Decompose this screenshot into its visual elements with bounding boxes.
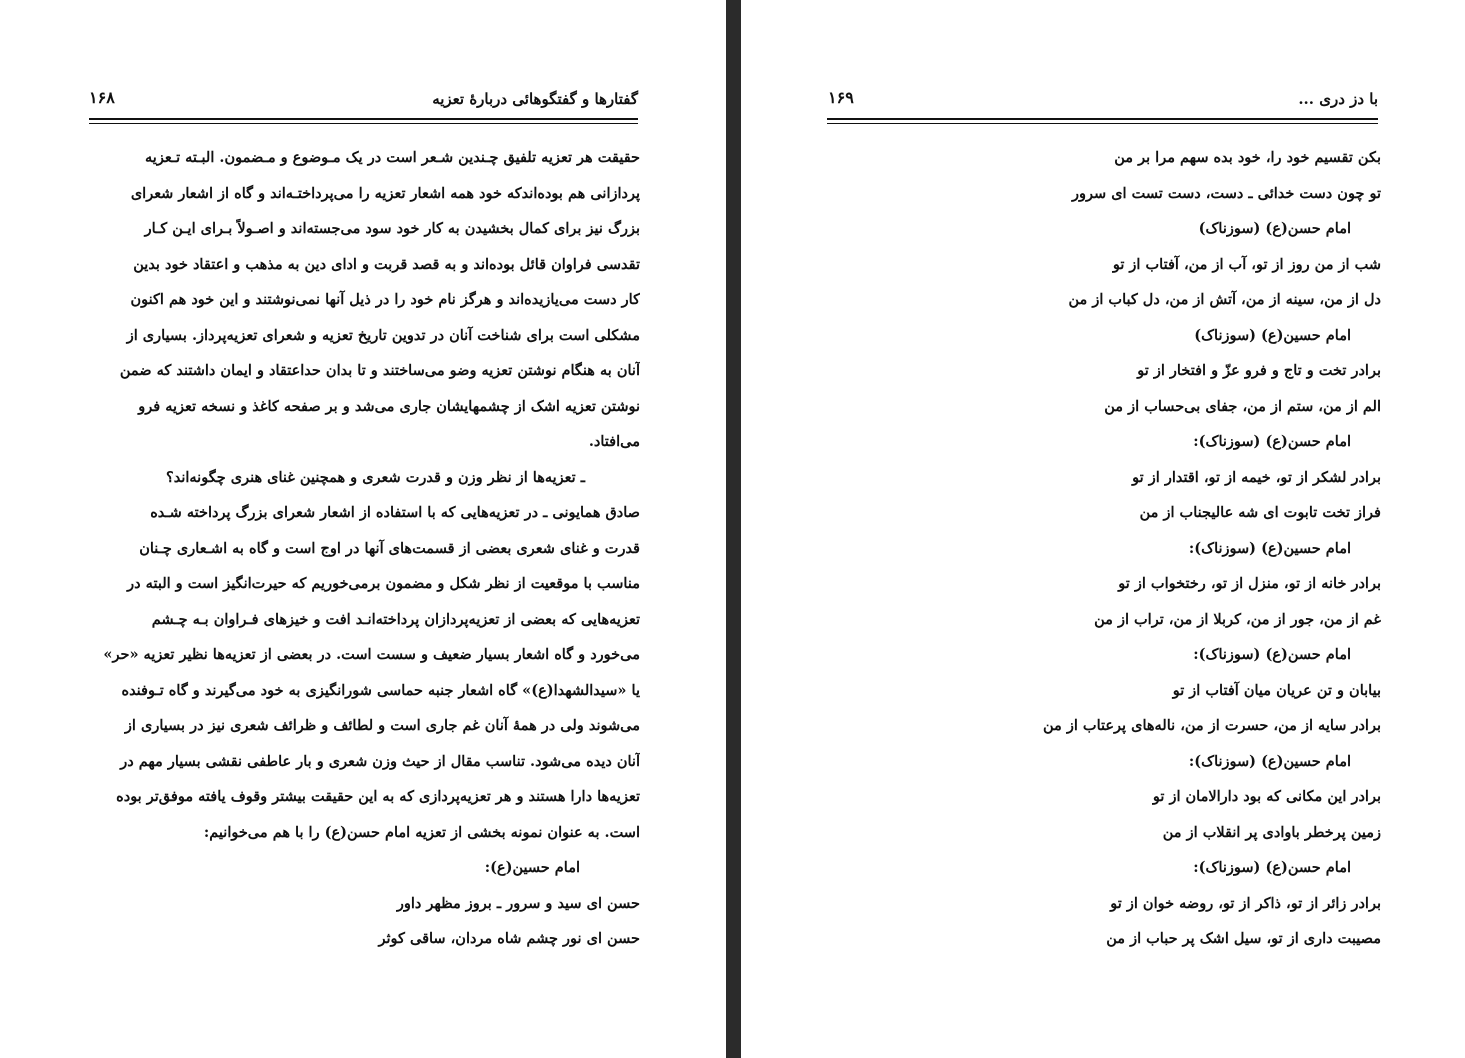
verse-line: تو چون دست خدائی ـ دست، دست تست ای سرور <box>1072 184 1381 202</box>
right-page-header <box>828 86 1378 116</box>
verse-line: الم از من، ستم از من، جفای بی‌حساب از من <box>1104 397 1381 415</box>
right-page <box>741 0 1465 1058</box>
right-page-running-title: با دز دری ... <box>1298 90 1378 108</box>
speaker-line: امام حسن(ع) (سوزناک): <box>1193 433 1351 450</box>
left-page <box>0 0 726 1058</box>
speaker-line: امام حسن(ع) (سوزناک): <box>1193 646 1351 663</box>
verse-line: بیابان و تن عریان میان آفتاب از تو <box>1172 681 1381 699</box>
verse-line: برادر لشکر از تو، خیمه از تو، اقتدار از تو <box>1132 468 1381 486</box>
left-page-header <box>89 86 638 116</box>
text-line: مناسب با موقعیت از نظر شکل و مضمون برمی‌خوریم که حیرت‌انگیز است و البته در <box>127 575 640 592</box>
speaker-line: امام حسن(ع) (سوزناک): <box>1193 859 1351 876</box>
speaker-line: امام حسین(ع) (سوزناک) <box>1194 326 1351 344</box>
page-gutter <box>726 0 741 1058</box>
text-line: صادق همایونی ـ در تعزیه‌هایی که با استفاده از اشعار شعرای بزرگ پرداخته شـده <box>150 504 640 521</box>
verse-line: حسن ای نور چشم شاه مردان، ساقی کوثر <box>378 930 640 947</box>
verse-line: غم از من، جور از من، کربلا از من، تراب از من <box>1094 610 1381 628</box>
text-line: یا «سیدالشهدا(ع)» گاه اشعار جنبه حماسی شورانگیزی به خود می‌گیرند و گاه تـوفنده <box>121 681 640 699</box>
verse-line: برادر تخت و تاج و فرو عزّ و افتخار از تو <box>1137 362 1381 379</box>
text-line: نوشتن تعزیه اشک از چشمهایشان جاری می‌شد و بر صفحه کاغذ و نسخه تعزیه فرو <box>138 397 640 415</box>
left-page-number: ۱۶۸ <box>89 88 115 107</box>
left-header-rule <box>89 118 638 120</box>
right-header-rule-thin <box>827 123 1378 124</box>
text-line: تقدسی فراوان قائل بوده‌اند و به قصد قربت و ادای دین به مذهب و اعتقاد خود بدین <box>133 255 640 273</box>
right-page-number: ۱۶۹ <box>828 88 854 107</box>
text-line: کار دست می‌یازیده‌اند و هرگز نام خود را در ذیل آنها نمی‌نوشتند و این خود هم اکنون <box>130 291 640 308</box>
text-line: تعزیه‌هایی که بعضی از تعزیه‌پردازان پرداخته‌انـد افت و خیزهای فـراوان بـه چـشم <box>151 610 640 628</box>
text-line: می‌افتاد. <box>588 433 640 450</box>
text-line: بزرگ نیز برای کمال بخشیدن به کار خود سود می‌جسته‌اند و اصـولاً بـرای ایـن کـار <box>144 220 640 237</box>
verse-line: برادر زائر از تو، ذاکر از تو، روضه خوان از تو <box>1110 894 1381 912</box>
verse-line: حسن ای سید و سرور ـ بروز مظهر داور <box>396 894 640 912</box>
verse-line: دل از من، سینه از من، آتش از من، دل کباب از من <box>1068 291 1381 308</box>
text-line: حقیقت هر تعزیه تلفیق چـندین شـعر است در یک مـوضوع و مـضمون. البـته تـعزیه <box>145 149 640 166</box>
right-header-rule <box>827 118 1378 120</box>
text-line: است. به عنوان نمونه بخشی از تعزیه امام حسن(ع) را با هم می‌خوانیم: <box>203 823 640 841</box>
verse-line: شب از من روز از تو، آب از من، آفتاب از تو <box>1112 255 1381 273</box>
right-page-body <box>781 140 1381 957</box>
speaker-line: امام حسن(ع) (سوزناک) <box>1198 220 1351 237</box>
text-line: آنان به هنگام نوشتن تعزیه وضو می‌ساختند و تا بدان حداعتقاد و ایمان داشتند که ضمن <box>119 362 640 379</box>
text-line: مشکلی است برای شناخت آنان در تدوین تاریخ تعزیه و شعرای تعزیه‌پرداز. بسیاری از <box>126 326 640 344</box>
verse-line: برادر این مکانی که بود دارالامان از تو <box>1152 788 1381 805</box>
verse-line: برادر خانه از تو، منزل از تو، رختخواب از تو <box>1118 575 1381 592</box>
speaker-line: امام حسین(ع) (سوزناک): <box>1188 539 1351 557</box>
verse-line: فراز تخت تابوت ای شه عالیجناب از من <box>1139 504 1381 521</box>
verse-line: برادر سایه از من، حسرت از من، ناله‌های پرعتاب از من <box>1043 717 1381 734</box>
text-line: می‌شوند ولی در همهٔ آنان غم جاری است و لطائف و ظرائف شعری نیز در بسیاری از <box>124 717 640 734</box>
left-page-body <box>89 140 640 957</box>
text-line: قدرت و غنای شعری بعضی از قسمت‌های آنها در اوج است و گاه به اشـعاری چـنان <box>139 539 640 557</box>
verse-line: بکن تقسیم خود را، خود بده سهم مرا بر من <box>1114 149 1381 166</box>
left-header-rule-thin <box>89 123 638 124</box>
text-line: آنان دیده می‌شود. تناسب مقال از حیث وزن شعری و بار عاطفی نقشی بسیار مهم در <box>120 752 640 770</box>
speaker-line: امام حسین(ع): <box>484 859 580 876</box>
left-page-running-title: گفتارها و گفتگوهائی دربارهٔ تعزیه <box>432 90 638 108</box>
verse-line: مصیبت داری از تو، سیل اشک پر حباب از من <box>1106 930 1381 947</box>
text-line: می‌خورد و گاه اشعار بسیار ضعیف و سست است. در بعضی از تعزیه‌ها نظیر تعزیه «حر» <box>103 646 640 663</box>
speaker-line: امام حسین(ع) (سوزناک): <box>1188 752 1351 770</box>
text-line: تعزیه‌ها دارا هستند و هر تعزیه‌پردازی که به این حقیقت بیشتر وقوف یافته موفق‌تر بوده <box>116 788 640 805</box>
text-line: پردازانی هم بوده‌اندکه خود همه اشعار تعزیه را می‌پرداختـه‌اند و گاه از اشعار شعرای <box>130 184 640 202</box>
question-line: ـ تعزیه‌ها از نظر وزن و قدرت شعری و همچنین غنای هنری چگونه‌اند؟ <box>166 468 585 486</box>
verse-line: زمین پرخطر باوادی پر انقلاب از من <box>1162 823 1381 841</box>
